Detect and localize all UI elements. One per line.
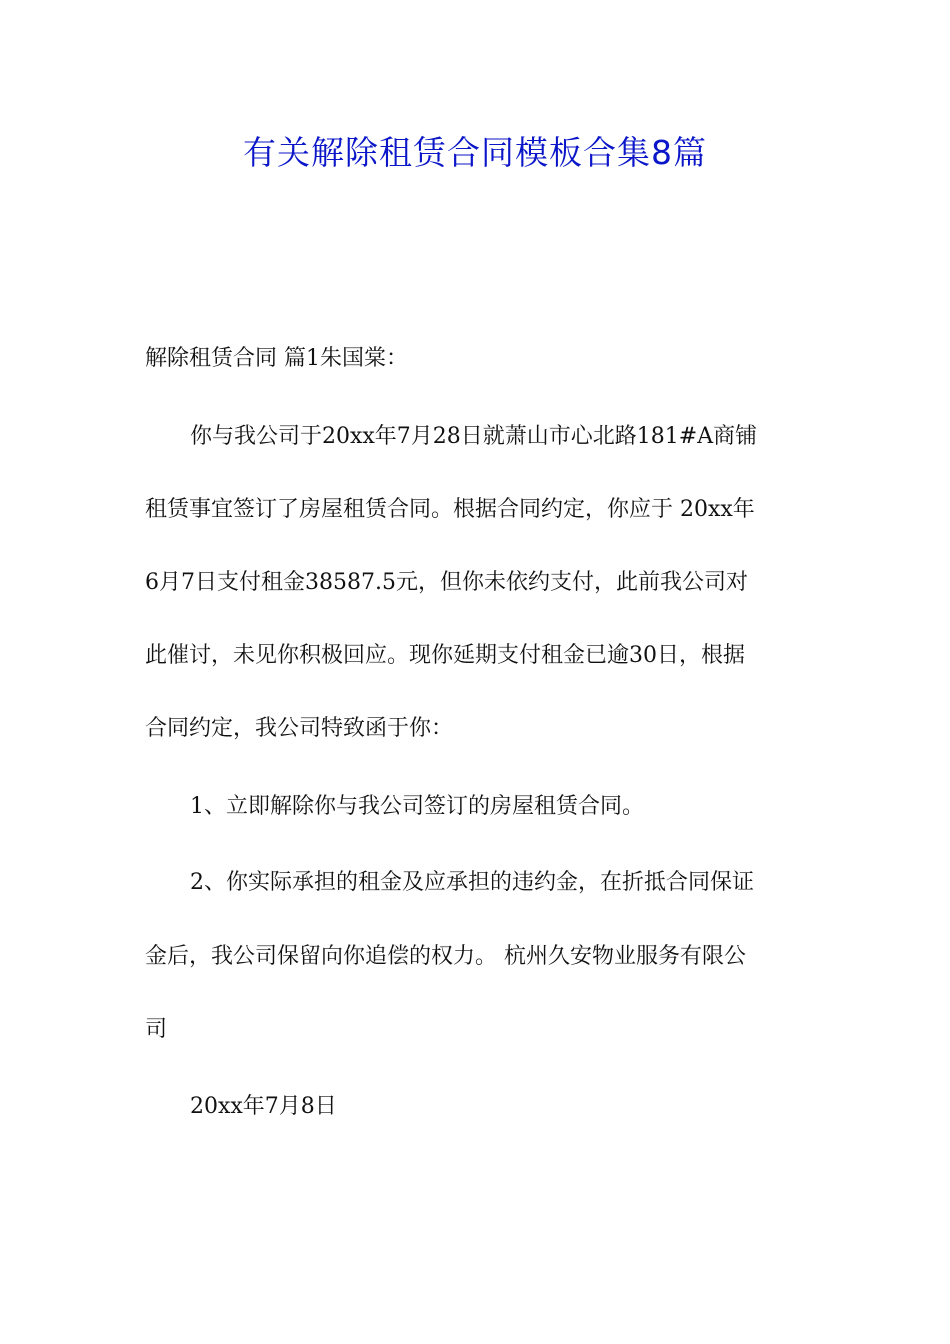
list-item: 1、立即解除你与我公司签订的房屋租赁合同。 — [190, 794, 644, 819]
paragraph-line: 金后，我公司保留向你追偿的权力。 杭州久安物业服务有限公 — [145, 944, 746, 969]
page-title: 有关解除租赁合同模板合集8篇 — [243, 133, 707, 172]
paragraph-line: 租赁事宜签订了房屋租赁合同。根据合同约定，你应于 20xx年 — [145, 497, 755, 522]
list-item: 2、你实际承担的租金及应承担的违约金，在折抵合同保证 — [190, 870, 754, 895]
paragraph-line: 合同约定，我公司特致函于你： — [145, 716, 454, 741]
section-heading: 解除租赁合同 篇1朱国棠： — [145, 346, 408, 371]
paragraph-line: 司 — [145, 1017, 168, 1042]
date-line: 20xx年7月8日 — [190, 1094, 337, 1119]
paragraph-line: 6月7日支付租金38587.5元，但你未依约支付，此前我公司对 — [145, 570, 748, 595]
paragraph-line: 此催讨，未见你积极回应。现你延期支付租金已逾30日，根据 — [145, 643, 745, 668]
paragraph-line: 你与我公司于20xx年7月28日就萧山市心北路181#A商铺 — [190, 424, 758, 449]
